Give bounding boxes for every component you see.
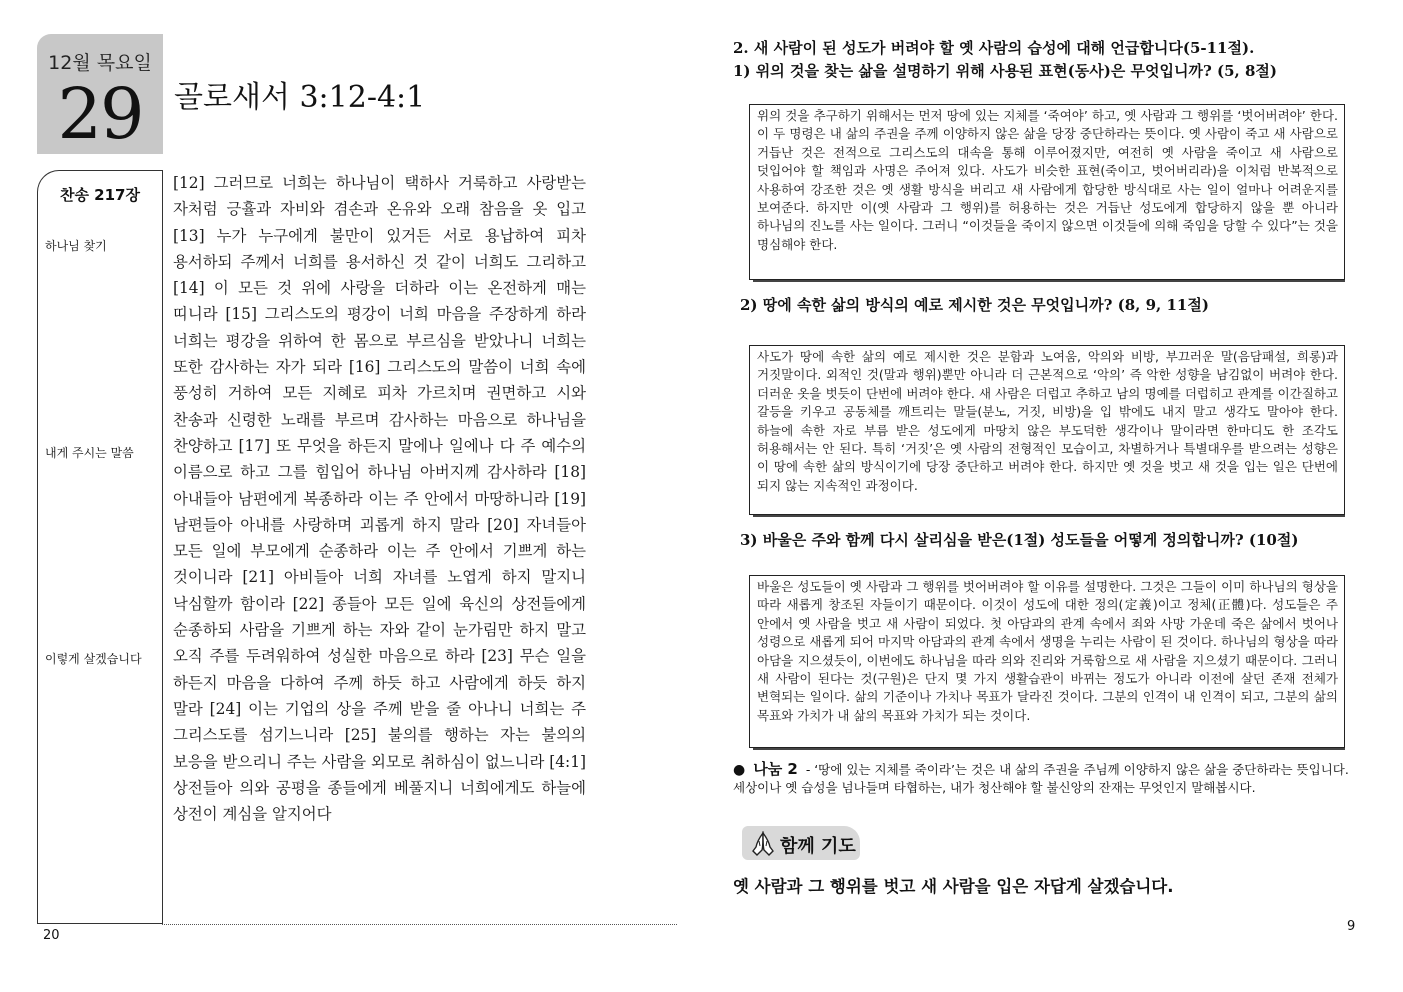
question-2: 2) 땅에 속한 삶의 방식의 예로 제시한 것은 무엇입니까? (8, 9, 11절) <box>740 296 1209 314</box>
share-title: 나눔 2 <box>753 760 798 778</box>
share-section <box>733 760 1357 797</box>
date-label: 12월 목요일 <box>48 52 152 74</box>
panel-label-will-live: 이렇게 살겠습니다 <box>45 652 142 666</box>
day-number: 29 <box>57 73 143 155</box>
section-heading: 2. 새 사람이 된 성도가 버려야 할 옛 사람의 습성에 대해 언급합니다(5-11절). <box>733 39 1255 57</box>
answer-2-shadow <box>753 515 1345 517</box>
question-3: 3) 바울은 주와 함께 다시 살리심을 받은(1절) 성도들을 어떻게 정의합니까? (10절) <box>740 531 1299 549</box>
prayer-label: 함께 기도 <box>780 836 856 857</box>
praying-hands-icon <box>748 829 778 859</box>
side-panel <box>37 170 163 924</box>
scripture-text: [12] 그러므로 너희는 하나님이 택하사 거룩하고 사랑받는 자처럼 긍휼과 자비와 겸손과 온유와 오래 참음을 옷 입고 [13] 누가 누구에게 불만이 있거든 서로 용납하여 피차 용서하되 주께서 너희를 용서하신 것 같이 너희도 그리하고 [14] 이 모든 것 위에 사랑을 더하라 이는 온전하게 매는 띠니라 [15] 그리스도의 평강이 너희 마음을 주장하게 하라 너희는 평강을 위하여 한 몸으로 부르심을 받았나니 너희는 또한 감사하는 자가 되라 [16] 그리스도의 말씀이 너희 속에 풍성히 거하여 모든 지혜로 피차 가르치며 권면하고 시와 찬송과 신령한 노래를 부르며 감사하는 마음으로 하나님을 찬양하고 [17] 또 무엇을 하든지 말에나 일에나 다 주 예수의 이름으로 하고 그를 힘입어 하나님 아버지께 감사하라 [18] 아내들아 남편에게 복종하라 이는 주 안에서 마땅하니라 [19] 남편들아 아내를 사랑하며 괴롭게 하지 말라 [20] 자녀들아 모든 일에 부모에게 순종하라 이는 주 안에서 기쁘게 하는 것이니라 [21] 아비들아 너희 자녀를 노엽게 하지 말지니 낙심할까 함이라 [22] 종들아 모든 일에 육신의 상전들에게 순종하되 사람을 기쁘게 하는 자와 같이 눈가림만 하지 말고 오직 주를 두려워하여 성실한 마음으로 하라 [23] 무슨 일을 하든지 마음을 다하여 주께 하듯 하고 사람에게 하듯 하지 말라 [24] 이는 기업의 상을 주께 받을 줄 아나니 너희는 주 그리스도를 섬기느니라 [25] 불의를 행하는 자는 불의의 보응을 받으리니 주는 사람을 외모로 취하심이 없느니라 [4:1] 상전들아 의와 공평을 종들에게 베풀지니 너희에게도 하늘에 상전이 계심을 알지어다 <box>173 174 586 824</box>
page-number-left: 20 <box>43 928 60 943</box>
prayer-text: 옛 사람과 그 행위를 벗고 새 사람을 입은 자답게 살겠습니다. <box>733 877 1174 896</box>
hymn-label: 찬송 217장 <box>59 186 140 204</box>
page-number-right: 9 <box>1347 919 1356 934</box>
answer-1-shadow <box>753 280 1345 282</box>
question-1: 1) 위의 것을 찾는 삶을 설명하기 위해 사용된 표현(동사)은 무엇입니까? (5, 8절) <box>733 62 1277 80</box>
answer-3-shadow <box>753 748 1345 750</box>
passage-title: 골로새서 3:12-4:1 <box>174 80 426 115</box>
answer-3-box: 바울은 성도들이 옛 사람과 그 행위를 벗어버려야 할 이유를 설명한다. 그것은 그들이 이미 하나님의 형상을 따라 새롭게 창조된 자들이기 때문이다. 이것이 성도에 대한 정의(定義)이고 정체(正體)다. 성도들은 주 안에서 옛 사람을 벗고 새 사람이 되었다. 첫 아담과의 관계 속에서 죄와 사망 가운데 죽은 삶에서 벗어나 성령으로 새롭게 되어 마지막 아담과의 관계 속에서 생명을 누리는 사람이 된 것이다. 하나님의 형상을 따라 아담을 지으셨듯이, 이번에도 하나님을 따라 의와 진리와 거룩함으로 새 사람을 지으셨기 때문이다. 그러니 새 사람이 된다는 것(구원)은 단지 몇 가지 생활습관이 바뀌는 정도가 아니라 이전에 살던 존재 전체가 변혁되는 일이다. 삶의 기준이나 가치나 목표가 달라진 것이다. 그분의 인격이 내 인격이 되고, 그분의 삶의 목표와 가치가 내 삶의 목표와 가치가 되는 것이다. <box>749 575 1345 748</box>
panel-label-word-for-me: 내게 주시는 말씀 <box>45 446 134 460</box>
bullet-icon: ● <box>733 762 746 778</box>
panel-divider <box>162 170 163 924</box>
answer-1-box: 위의 것을 추구하기 위해서는 먼저 땅에 있는 지체를 ‘죽여야’ 하고, 옛 사람과 그 행위를 ‘벗어버려야’ 한다. 이 두 명령은 내 삶의 주권을 주께 이양하지 않은 삶을 당장 중단하라는 뜻이다. 옛 사람이 죽고 새 사람으로 거듭난 것은 전적으로 그리스도의 대속을 통해 이루어졌지만, 여전히 옛 사람을 죽이고 새 사람으로 덧입어야 할 책임과 사명은 주어져 있다. 사도가 비슷한 표현(죽이고, 벗어버리라)을 이처럼 반복적으로 사용하여 강조한 것은 옛 생활 방식을 버리고 새 사람에게 합당한 방식대로 사는 일이 얼마나 어려운지를 보여준다. 하지만 이(옛 사람과 그 행위)를 허용하는 것은 거듭난 성도에게 합당하지 않을 뿐 아니라 하나님의 진노를 사는 일이다. 그러니 “이것들을 죽이지 않으면 이것들에 의해 죽임을 당할 수 있다”는 것을 명심해야 한다. <box>749 104 1345 280</box>
panel-label-find-god: 하나님 찾기 <box>45 239 107 253</box>
share-text: - ‘땅에 있는 지체를 죽이라’는 것은 내 삶의 주권을 주님께 이양하지 않은 삶을 중단하라는 뜻입니다. 세상이나 옛 습성을 넘나들며 타협하는, 내가 청산해야 할 불신앙의 잔재는 무엇인지 말해봅시다. <box>733 762 1349 795</box>
bottom-dotted-rule <box>162 924 677 925</box>
answer-2-box: 사도가 땅에 속한 삶의 예로 제시한 것은 분함과 노여움, 악의와 비방, 부끄러운 말(음담패설, 희롱)과 거짓말이다. 외적인 것(말과 행위)뿐만 아니라 더 근본적으로 ‘악의’ 즉 악한 성향을 남김없이 버려야 한다. 더러운 옷을 벗듯이 단번에 버려야 한다. 새 사람은 더럽고 추하고 남의 명예를 더럽히고 관계를 이간질하고 갈등을 키우고 공동체를 깨트리는 말들(분노, 거짓, 비방)을 입 밖에도 내지 말고 생각도 말아야 한다. 하늘에 속한 자로 부름 받은 성도에게 마땅치 않은 부도덕한 생각이나 말이라면 한마디도 한 조각도 허용해서는 안 된다. 특히 ‘거짓’은 옛 사람의 전형적인 모습이고, 차별하거나 특별대우를 받으려는 성향은 이 땅에 속한 삶의 방식이기에 당장 중단하고 버려야 한다. 하지만 옛 것을 벗고 새 것을 입는 일은 단번에 되지 않는 지속적인 과정이다. <box>749 345 1345 515</box>
